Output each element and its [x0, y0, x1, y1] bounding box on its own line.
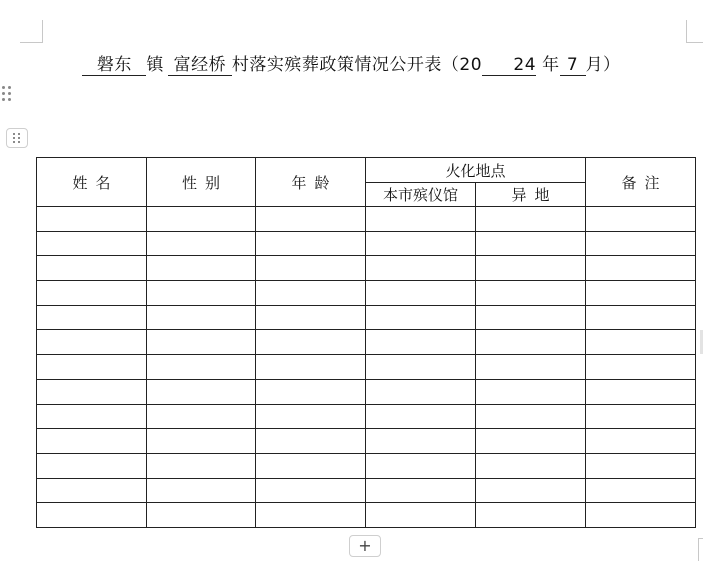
table-cell[interactable]	[147, 404, 256, 429]
page-corner-top-right	[686, 20, 703, 43]
table-cell[interactable]	[366, 453, 476, 478]
header-gender: 性别	[147, 158, 256, 207]
header-age: 年龄	[256, 158, 366, 207]
table-cell[interactable]	[586, 305, 696, 330]
title-village-fill[interactable]: 富经桥	[168, 55, 232, 76]
header-remarks: 备注	[586, 158, 696, 207]
table-row	[37, 429, 696, 454]
table-cell[interactable]	[256, 231, 366, 256]
table-cell[interactable]	[37, 330, 147, 355]
document-title	[0, 50, 703, 76]
table-cell[interactable]	[147, 231, 256, 256]
table-cell[interactable]	[476, 478, 586, 503]
table-cell[interactable]	[37, 207, 147, 232]
table-row	[37, 256, 696, 281]
table-cell[interactable]	[586, 281, 696, 306]
table-cell[interactable]	[586, 429, 696, 454]
page-corner-bottom-right	[698, 538, 703, 561]
table-cell[interactable]	[37, 453, 147, 478]
table-cell[interactable]	[256, 355, 366, 380]
table-cell[interactable]	[366, 355, 476, 380]
table-cell[interactable]	[256, 330, 366, 355]
table-row	[37, 503, 696, 528]
title-text: 村落实殡葬政策情况公开表（20	[231, 55, 483, 75]
table-row	[37, 379, 696, 404]
table-cell[interactable]	[366, 404, 476, 429]
table-cell[interactable]	[147, 478, 256, 503]
table-cell[interactable]	[476, 453, 586, 478]
table-cell[interactable]	[147, 355, 256, 380]
table-cell[interactable]	[147, 503, 256, 528]
table-cell[interactable]	[476, 404, 586, 429]
table-body	[37, 207, 696, 528]
table-cell[interactable]	[37, 231, 147, 256]
table-cell[interactable]	[366, 256, 476, 281]
table-cell[interactable]	[586, 478, 696, 503]
table-cell[interactable]	[476, 379, 586, 404]
table-cell[interactable]	[476, 503, 586, 528]
table-cell[interactable]	[256, 305, 366, 330]
table-cell[interactable]	[147, 330, 256, 355]
table-cell[interactable]	[37, 503, 147, 528]
table-row	[37, 404, 696, 429]
table-cell[interactable]	[586, 453, 696, 478]
header-name: 姓名	[37, 158, 147, 207]
table-cell[interactable]	[586, 503, 696, 528]
table-cell[interactable]	[37, 404, 147, 429]
page-corner-top-left	[20, 20, 43, 43]
header-elsewhere: 异地	[476, 183, 586, 207]
table-cell[interactable]	[256, 478, 366, 503]
table-row	[37, 478, 696, 503]
title-year-suffix: 年	[542, 55, 560, 75]
table-row	[37, 231, 696, 256]
header-local-funeral-home: 本市殡仪馆	[366, 183, 476, 207]
table-cell[interactable]	[586, 330, 696, 355]
table-cell[interactable]	[37, 429, 147, 454]
table-cell[interactable]	[366, 429, 476, 454]
table-row	[37, 453, 696, 478]
table-cell[interactable]	[366, 503, 476, 528]
table-cell[interactable]	[476, 429, 586, 454]
table-cell[interactable]	[37, 379, 147, 404]
header-cremation-place: 火化地点	[366, 158, 586, 183]
table-row	[37, 207, 696, 232]
table-cell[interactable]	[366, 305, 476, 330]
table-cell[interactable]	[147, 256, 256, 281]
table-cell[interactable]	[37, 256, 147, 281]
table-cell[interactable]	[147, 305, 256, 330]
table-cell[interactable]	[586, 404, 696, 429]
title-year-fill[interactable]: 24	[482, 55, 536, 76]
table-cell[interactable]	[366, 281, 476, 306]
title-month-suffix: 月）	[585, 55, 621, 75]
table-cell[interactable]	[476, 207, 586, 232]
table-cell[interactable]	[256, 453, 366, 478]
table-cell[interactable]	[476, 355, 586, 380]
table-cell[interactable]	[586, 256, 696, 281]
table-cell[interactable]	[366, 207, 476, 232]
table-cell[interactable]	[256, 404, 366, 429]
table-cell[interactable]	[586, 355, 696, 380]
table-cell[interactable]	[256, 207, 366, 232]
table-cell[interactable]	[476, 305, 586, 330]
table-cell[interactable]	[147, 379, 256, 404]
table-cell[interactable]	[256, 281, 366, 306]
plus-icon: +	[358, 536, 372, 555]
table-move-icon[interactable]	[6, 128, 28, 148]
table-cell[interactable]	[147, 281, 256, 306]
table-cell[interactable]	[366, 478, 476, 503]
table-cell[interactable]	[586, 207, 696, 232]
table-row	[37, 305, 696, 330]
table-cell[interactable]	[586, 379, 696, 404]
table-cell[interactable]	[476, 256, 586, 281]
table-cell[interactable]	[147, 453, 256, 478]
table-cell[interactable]	[147, 207, 256, 232]
table-cell[interactable]	[476, 330, 586, 355]
table-cell[interactable]	[37, 305, 147, 330]
drag-handle-icon[interactable]	[2, 86, 12, 102]
table-cell[interactable]	[256, 256, 366, 281]
table-cell[interactable]	[366, 330, 476, 355]
table-cell[interactable]	[147, 429, 256, 454]
title-month-fill[interactable]: 7	[560, 55, 586, 76]
add-row-button[interactable]	[349, 535, 381, 557]
table-cell[interactable]	[37, 355, 147, 380]
table-cell[interactable]	[256, 429, 366, 454]
table-cell[interactable]	[586, 231, 696, 256]
table-cell[interactable]	[256, 379, 366, 404]
table-cell[interactable]	[37, 281, 147, 306]
table-row	[37, 355, 696, 380]
table-row	[37, 281, 696, 306]
cremation-policy-table	[36, 157, 696, 528]
table-row	[37, 330, 696, 355]
table-cell[interactable]	[256, 503, 366, 528]
table-cell[interactable]	[366, 379, 476, 404]
table-cell[interactable]	[366, 231, 476, 256]
title-town-fill[interactable]: 磐东	[82, 55, 146, 76]
table-cell[interactable]	[476, 281, 586, 306]
table-cell[interactable]	[476, 231, 586, 256]
table-cell[interactable]	[37, 478, 147, 503]
title-town-suffix: 镇	[146, 55, 164, 75]
